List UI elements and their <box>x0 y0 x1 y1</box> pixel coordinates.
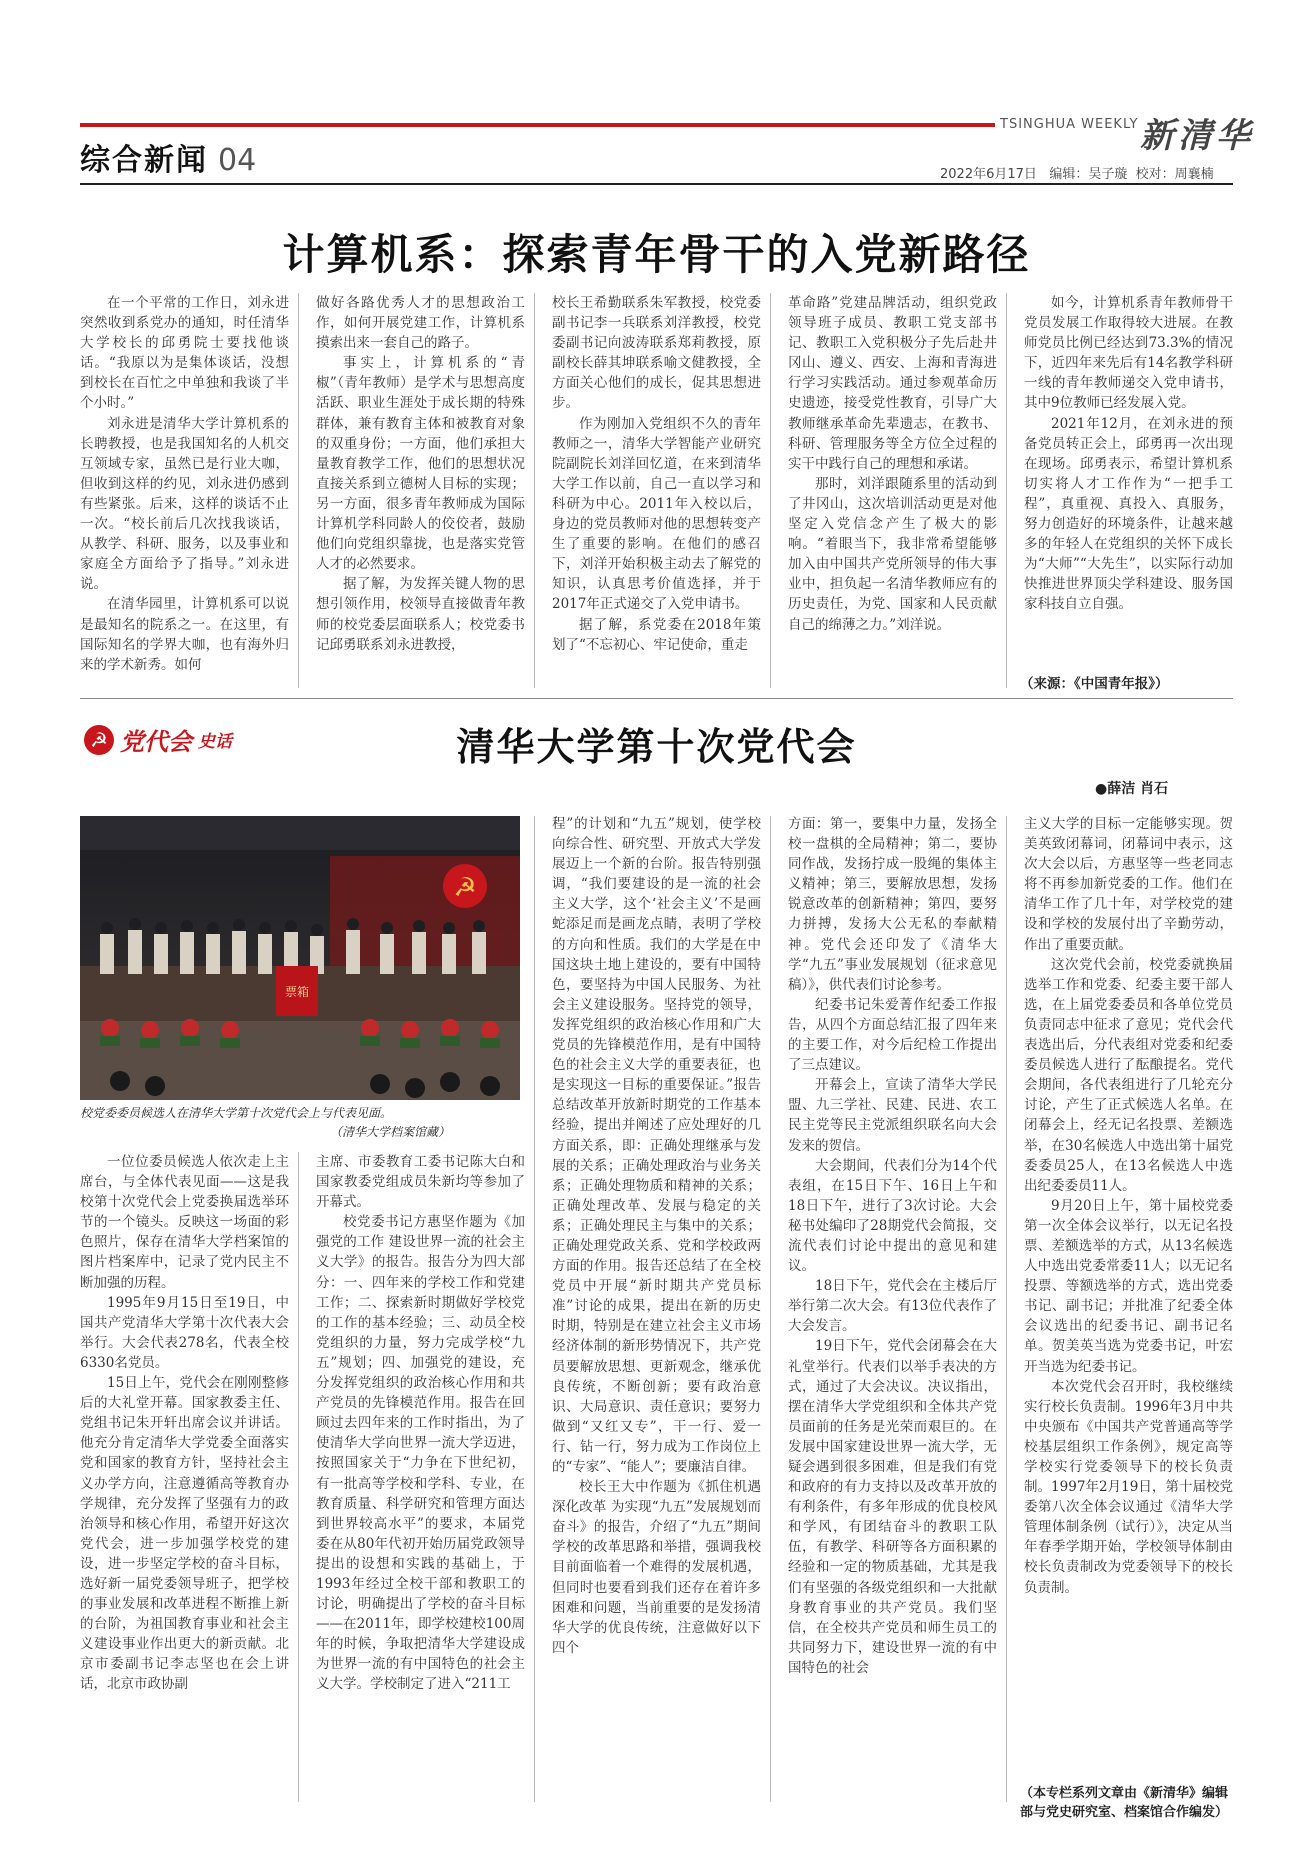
editor-credit: 编辑：吴子璇 <box>1049 167 1128 182</box>
photo-illustration <box>80 816 520 1100</box>
paragraph: 那时，刘洋跟随系里的活动到了井冈山，这次培训活动更是对他坚定入党信念产生了极大的影响。“着眼当下，我非常希望能够加入由中国共产党所领导的伟大事业中，担负起一名清华教师应有的历史责任，为党、国家和人民贡献自己的绵薄之力。”刘洋说。 <box>788 475 997 633</box>
paragraph: 一位位委员候选人依次走上主席台，与全体代表见面——这是我校第十次党代会上党委换届选举环节的一个镜头。反映这一场面的彩色照片，保存在清华大学档案馆的图片档案库中，记录了党内民主不断加强的历程。 <box>80 1154 289 1291</box>
article-separator <box>80 698 1233 699</box>
article2-column-4 <box>788 814 997 1807</box>
logo-subtext: 史话 <box>198 732 232 752</box>
article1-column-1 <box>80 293 289 688</box>
article2-column-5 <box>1024 814 1233 1780</box>
column-divider <box>298 1152 299 1802</box>
paragraph: 这次党代会前，校党委就换届选举工作和党委、纪委主要干部人选，在上届党委委员和各单位党员负责同志中征求了意见；党代会代表选出后，分代表组对党委和纪委委员候选人进行了酝酿提名。党代会期间，各代表组进行了几轮充分讨论，产生了正式候选人名单。在闭幕会上，经无记名投票、差额选举，在30名候选人中选出第十届党委委员25人，在13名候选人中选出纪委委员11人。 <box>1024 956 1233 1194</box>
article2-column-3 <box>552 814 761 1807</box>
weekly-logo: 新清华 <box>1140 116 1254 156</box>
paragraph: 革命路”党建品牌活动，组织党政领导班子成员、教职工党支部书记、教职工入党积极分子先后赴井冈山、遵义、西安、上海和青海进行学习实践活动。通过参观革命历史遗迹，接受党性教育，引导广大教师继承革命先辈遗志，在教书、科研、管理服务等全方位全过程的实干中践行自己的理想和承诺。 <box>788 295 997 472</box>
article2-column-2 <box>316 1152 525 1807</box>
section-title <box>80 135 256 179</box>
paragraph: 1995年9月15日至19日，中国共产党清华大学第十次代表大会举行。大会代表278名，代表全校6330名党员。 <box>80 1294 289 1371</box>
paragraph: 主义大学的目标一定能够实现。贺美英致闭幕词，闭幕词中表示，这次大会以后，方惠坚等一些老同志将不再参加新党委的工作。他们在清华工作了几十年，对学校党的建设和学校的发展付出了辛勤劳动，作出了重要贡献。 <box>1024 816 1233 953</box>
paragraph: 校长王大中作题为《抓住机遇 深化改革 为实现“九五”发展规划而奋斗》的报告，介绍了“九五”期间学校的改革思路和举措，强调我校目前面临着一个难得的发展机遇，但同时也要看到我们还存在着许多困难和问题，当前重要的是发扬清华大学的优良传统，注意做好以下四个 <box>552 1479 761 1656</box>
article1-headline: 计算机系：探索青年骨干的入党新路径 <box>282 230 1031 279</box>
paragraph: 事实上，计算机系的“青椒”（青年教师）是学术与思想高度活跃、职业生涯处于成长期的特殊群体，兼有教育主体和被教育对象的双重身份；一方面，他们承担大量教育教学工作，他们的思想状况直接关系到立德树人目标的实现；另一方面，很多青年教师成为国际计算机学科同龄人的佼佼者，鼓励他们向党组织靠拢，也是落实党管人才的必然要求。 <box>316 355 525 573</box>
paragraph: 作为刚加入党组织不久的青年教师之一，清华大学智能产业研究院副院长刘洋回忆道，在来到清华大学工作以前，自己一直以学习和科研为中心。2011年入校以后，身边的党员教师对他的思想转变产生了重要的影响。在他们的感召下，刘洋开始积极主动去了解党的知识，认真思考价值选择，并于2017年正式递交了入党申请书。 <box>552 415 761 613</box>
column-divider <box>1006 293 1007 688</box>
article1-column-2 <box>316 293 525 688</box>
logo-text: 党代会 <box>120 728 192 756</box>
article1-column-5 <box>1024 293 1233 665</box>
ballot-box-label: 票箱 <box>284 985 310 999</box>
paragraph: 校党委书记方惠坚作题为《加强党的工作 建设世界一流的社会主义大学》的报告。报告分为四大部分：一、四年来的学校工作和党建工作；二、探索新时期做好学校党的工作的基本经验；三、动员全校党组织的力量，努力完成学校“九五”规划；四、加强党的建设，充分发挥党组织的政治核心作用和共产党员的先锋模范作用。报告在回顾过去四年来的工作时指出，为了使清华大学向世界一流大学迈进，按照国家关于“力争在下世纪初，有一批高等学校和学科、专业，在教育质量、科学研究和管理方面达到世界较高水平”的要求，本届党委在从80年代初开始历届党政领导提出的设想和实践的基础上，于1993年经过全校干部和教职工的讨论，明确提出了学校的奋斗目标——在2011年，即学校建校100周年的时候，争取把清华大学建设成为世界一流的有中国特色的社会主义大学。学校制定了进入“211工 <box>316 1214 525 1693</box>
photo-credit: （清华大学档案馆藏） <box>330 1125 451 1139</box>
paragraph: 15日上午，党代会在刚刚整修后的大礼堂开幕。国家教委主任、党组书记朱开轩出席会议并讲话。他充分肯定清华大学党委全面落实党和国家的教育方针，坚持社会主义办学方向，注意遵循高等教育办学规律，充分发挥了坚强有力的政治领导和核心作用，希望开好这次党代会，进一步加强学校党的建设，进一步坚定学校的奋斗目标，选好新一届党委领导班子，把学校的事业发展和改革进程不断推上新的台阶，为祖国教育事业和社会主义建设事业作出更大的新贡献。北京市委副书记李志坚也在会上讲话，北京市政协副 <box>80 1375 289 1693</box>
paragraph: 纪委书记朱爱菁作纪委工作报告，从四个方面总结汇报了四年来的主要工作，对今后纪检工作提出了三点建议。 <box>788 996 997 1074</box>
paragraph: 在一个平常的工作日，刘永进突然收到系党办的通知，时任清华大学校长的邱勇院士要找他谈话。“我原以为是集体谈话，没想到校长在百忙之中单独和我谈了半个小时。” <box>80 295 289 412</box>
section-name: 综合新闻 <box>80 143 208 178</box>
paragraph: 开幕会上，宣读了清华大学民盟、九三学社、民建、民进、农工民主党等民主党派组织联名向大会发来的贺信。 <box>788 1077 997 1154</box>
paragraph: 9月20日上午，第十届校党委第一次全体会议举行，以无记名投票、差额选举的方式，从13名候选人中选出党委常委11人；以无记名投票、等额选举的方式，选出党委书记、副书记；并批准了纪委全体会议选出的纪委书记、副书记名单。贺美英当选为党委书记，叶宏开当选为纪委书记。 <box>1024 1197 1233 1375</box>
paragraph: 程”的计划和“九五”规划，使学校向综合性、研究型、开放式大学发展迈上一个新的台阶。报告特别强调，“我们要建设的是一流的社会主义大学，这个‘社会主义’不是画蛇添足而是画龙点睛，表明了学校的方向和性质。我们的大学是在中国这块土地上建设的，要有中国特色，要坚持为中国人民服务、为社会主义建设服务。坚持党的领导，发挥党组织的政治核心作用和广大党员的先锋模范作用，是有中国特色的社会主义大学的重要表征，也是实现这一目标的重要保证。”报告总结改革开放新时期党的工作基本经验，提出并阐述了应处理好的几方面关系，即：正确处理继承与发展的关系；正确处理政治与业务关系；正确处理物质和精神的关系；正确处理改革、发展与稳定的关系；正确处理民主与集中的关系；正确处理党政关系、党和学校政两方面的作用。报告还总结了在全校党员中开展“新时期共产党员标准”讨论的成果，提出在新的历史时期，特别是在建立社会主义市场经济体制的新形势情况下，共产党员要解放思想、更新观念，继承优良传统，不断创新；要有政治意识、大局意识、责任意识；要努力做到“又红又专”，干一行、爱一行、钻一行，努力成为工作岗位上的“专家”、“能人”；要廉洁自律。 <box>552 816 761 1475</box>
issue-date: 2022年6月17日 <box>940 167 1037 182</box>
column-footnote: （本专栏系列文章由《新清华》编辑部与党史研究室、档案馆合作编发） <box>1020 1786 1229 1820</box>
paragraph: 据了解，为发挥关键人物的思想引领作用，校领导直接做青年教师的校党委层面联系人；校党委书记邱勇联系刘永进教授， <box>316 576 525 653</box>
article2-headline: 清华大学第十次党代会 <box>456 725 857 769</box>
article2-column-1 <box>80 1152 289 1807</box>
column-divider <box>534 293 535 688</box>
paragraph: 做好各路优秀人才的思想政治工作，如何开展党建工作，计算机系摸索出来一套自己的路子。 <box>316 295 525 352</box>
paragraph: 大会期间，代表们分为14个代表组，在15日下午、16日上午和18日下午，进行了3次讨论。大会秘书处编印了28期党代会简报，交流代表们讨论中提出的意见和建议。 <box>788 1157 997 1275</box>
paragraph: 如今，计算机系青年教师骨干党员发展工作取得较大进展。在教师党员比例已经达到73.3%的情况下，近四年来先后有14名教学科研一线的青年教师递交入党申请书，其中9位教师已经发展入党。 <box>1024 295 1233 412</box>
paragraph: 本次党代会召开时，我校继续实行校长负责制。1996年3月中共中央颁布《中国共产党普通高等学校基层组织工作条例》，规定高等学校实行党委领导下的校长负责制。1997年2月19日，第十届校党委第八次全体会议通过《清华大学管理体制条例（试行）》，决定从当年春季学期开始，学校领导体制由校长负责制改为党委领导下的校长负责制。 <box>1024 1378 1233 1596</box>
svg-text:☭: ☭ <box>453 873 477 903</box>
hammer-sickle-icon: ☭ <box>84 725 114 755</box>
party-congress-photo <box>80 816 520 1100</box>
masthead-red-rule <box>80 123 995 127</box>
column-divider <box>770 816 771 1802</box>
page-number: 04 <box>218 143 257 178</box>
paragraph: 19日下午，党代会闭幕会在大礼堂举行。代表们以举手表决的方式，通过了大会决议。决议指出，摆在清华大学党组织和全体共产党员面前的任务是光荣而艰巨的。在发展中国家建设世界一流大学，无疑会遇到很多困难，但是我们有党和政府的有力支持以及改革开放的有利条件，有多年形成的优良校风和学风，有团结奋斗的教职工队伍，有教学、科研等各方面积累的经验和一定的物质基础，尤其是我们有坚强的各级党组织和一大批献身教育事业的共产党员。我们坚信，在全校共产党员和师生员工的共同努力下，建设世界一流的有中国特色的社会 <box>788 1338 997 1676</box>
paragraph: 主席、市委教育工委书记陈大白和国家教委党组成员朱新均等参加了开幕式。 <box>316 1154 525 1211</box>
paragraph: 2021年12月，在刘永进的预备党员转正会上，邱勇再一次出现在现场。邱勇表示，希望计算机系切实将人才工作作为“一把手工程”，真重视、真投入、真服务，努力创造好的环境条件，让越来越多的年轻人在党组织的关怀下成长为“大师”“大先生”，以实际行动加快推进世界顶尖学科建设、服务国家科技自立自强。 <box>1024 415 1233 613</box>
article1-column-4 <box>788 293 997 688</box>
dateline <box>940 163 1214 182</box>
article2-byline: ●薛洁 肖石 <box>1095 781 1169 797</box>
column-divider <box>770 293 771 688</box>
masthead-black-rule <box>80 183 1233 185</box>
paragraph: 刘永进是清华大学计算机系的长聘教授，也是我国知名的人机交互领域专家，虽然已是行业大咖，但收到这样的约见，刘永进仍感到有些紧张。后来，这样的谈话不止一次。“校长前后几次找我谈话，从教学、科研、服务，以及事业和家庭全方面给予了指导。”刘永进说。 <box>80 415 289 593</box>
column-divider <box>298 293 299 688</box>
column-divider <box>534 816 535 1802</box>
weekly-english-name: TSINGHUA WEEKLY <box>1000 117 1139 132</box>
paragraph: 据了解，系党委在2018年策划了“不忘初心、牢记使命，重走 <box>552 616 761 653</box>
column-divider <box>1006 816 1007 1802</box>
paragraph: 18日下午，党代会在主楼后厅举行第二次大会。有13位代表作了大会发言。 <box>788 1278 997 1335</box>
article1-column-3 <box>552 293 761 688</box>
photo-caption: 校党委委员候选人在清华大学第十次党代会上与代表见面。 <box>80 1106 393 1120</box>
proofreader-credit: 校对：周襄楠 <box>1135 167 1214 182</box>
paragraph: 方面：第一，要集中力量，发扬全校一盘棋的全局精神；第二，要协同作战，发扬拧成一股绳的集体主义精神；第三，要解放思想，发扬锐意改革的创新精神；第四，要努力拼搏，发扬大公无私的奉献精神。党代会还印发了《清华大学“九五”事业发展规划（征求意见稿）》，供代表们讨论参考。 <box>788 816 997 993</box>
paragraph: 在清华园里，计算机系可以说是最知名的院系之一。在这里，有国际知名的学界大咖，也有海外归来的学术新秀。如何 <box>80 596 289 673</box>
paragraph: 校长王希勤联系朱军教授，校党委副书记李一兵联系刘洋教授，校党委副书记向波涛联系郑莉教授，原副校长薛其坤联系喻文健教授，全方面关心他们的成长，促其思想进步。 <box>552 295 761 412</box>
article1-source: （来源：《中国青年报》） <box>1020 676 1169 692</box>
